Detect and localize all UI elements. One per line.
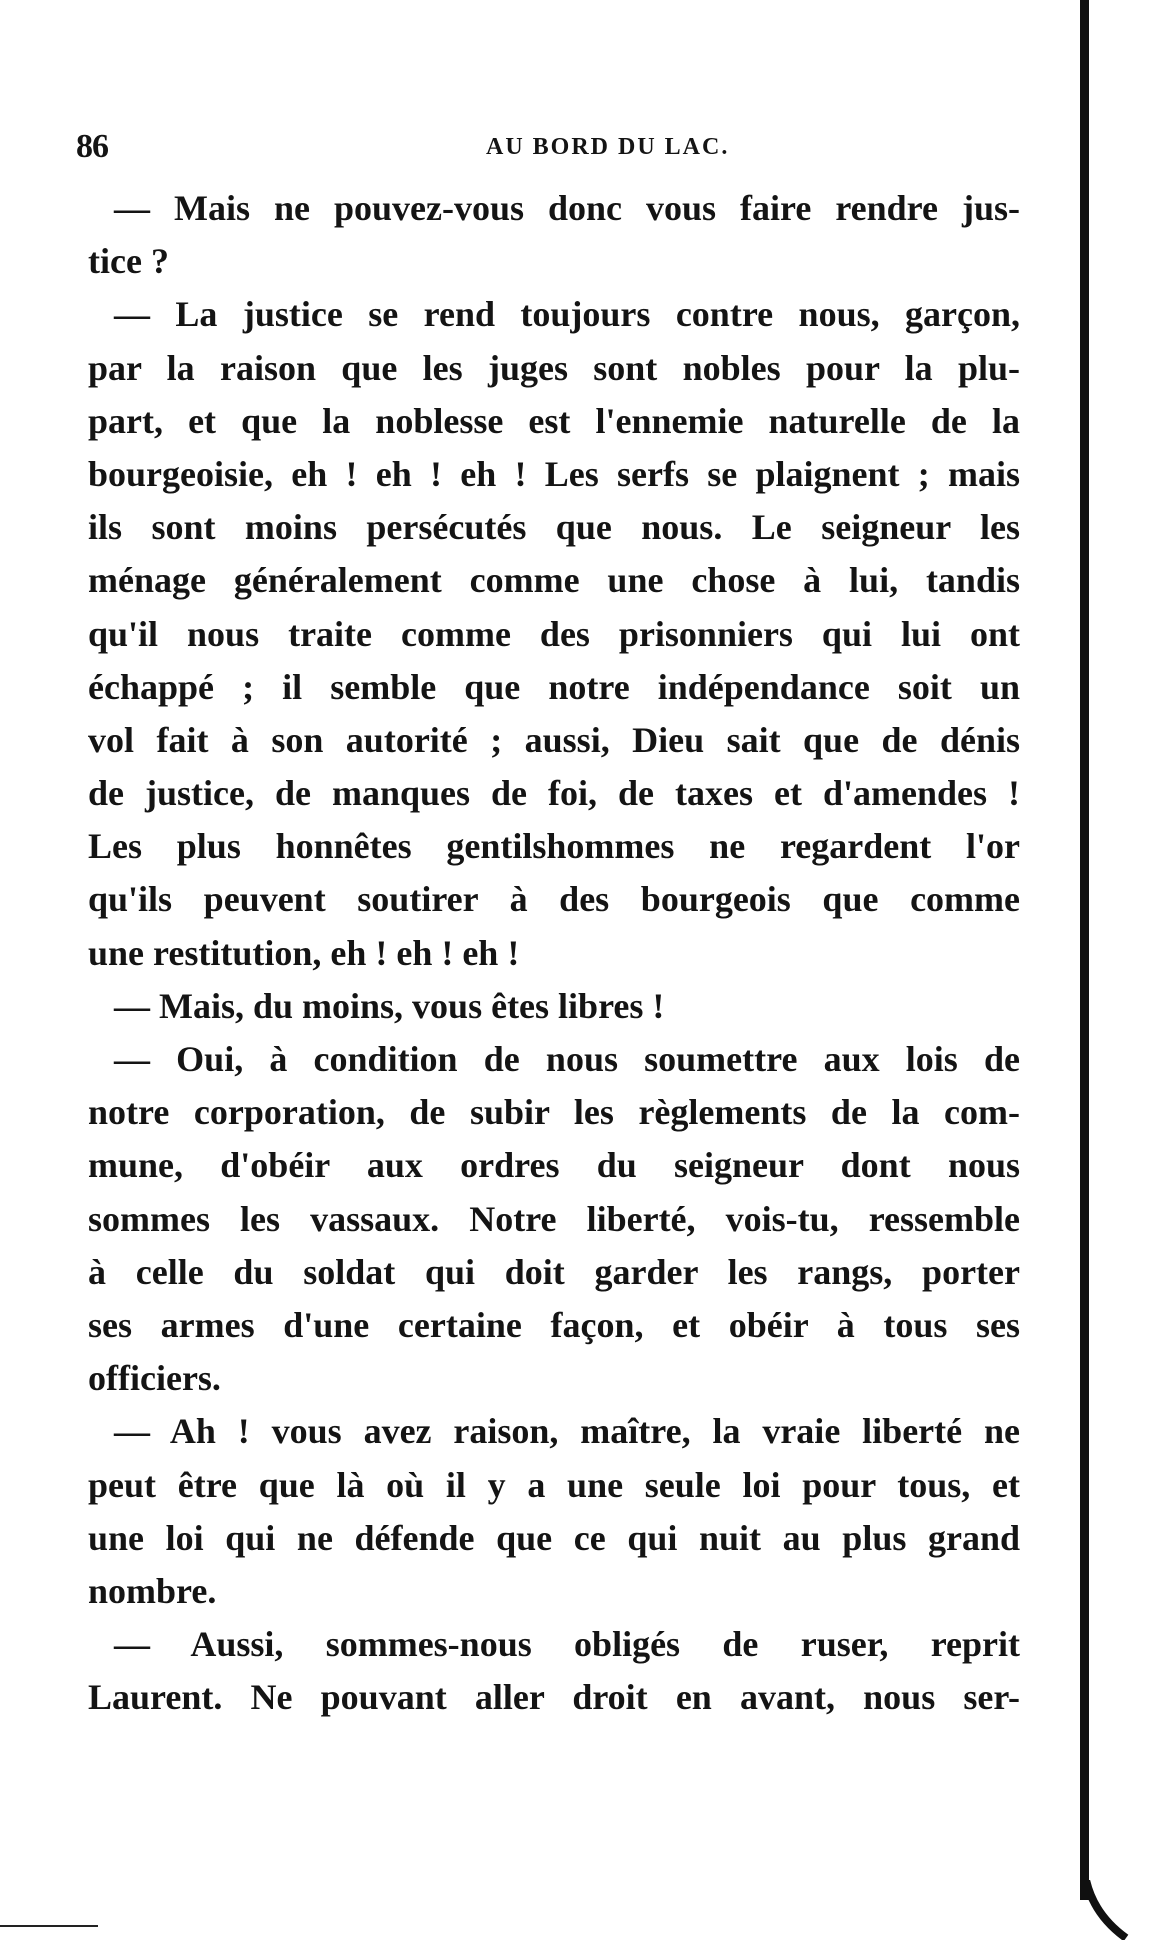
text-line: peut être que là où il y a une seule loi pour tous, et: [88, 1464, 1020, 1505]
text-line: ses armes d'une certaine façon, et obéir à tous ses: [88, 1304, 1020, 1345]
page-header: [76, 128, 1036, 168]
text-line: — Oui, à condition de nous soumettre aux lois de: [114, 1039, 1020, 1079]
running-title: AU BORD DU LAC.: [486, 134, 730, 160]
page-edge-curve: [1086, 1880, 1146, 1940]
text-line: — Aussi, sommes-nous obligés de ruser, reprit: [114, 1624, 1020, 1665]
text-line: Laurent. Ne pouvant aller droit en avant, nous ser-: [88, 1677, 1020, 1718]
text-line: mune, d'obéir aux ordres du seigneur dont nous: [88, 1145, 1020, 1186]
page-edge-rule: [1080, 0, 1089, 1900]
text-line: à celle du soldat qui doit garder les rangs, porter: [88, 1251, 1020, 1292]
text-line: une loi qui ne défende que ce qui nuit au plus grand: [88, 1517, 1020, 1558]
text-line: ménage généralement comme une chose à lui, tandis: [88, 560, 1020, 601]
text-line: — Ah ! vous avez raison, maître, la vraie liberté ne: [114, 1411, 1020, 1452]
text-line: — Mais ne pouvez-vous donc vous faire rendre jus-: [114, 188, 1020, 228]
text-line: bourgeoisie, eh ! eh ! eh ! Les serfs se plaignent ; mais: [88, 453, 1020, 494]
bottom-rule: [0, 1925, 98, 1927]
text-line: tice ?: [88, 241, 169, 282]
text-line: qu'ils peuvent soutirer à des bourgeois que comme: [88, 879, 1020, 920]
text-line: — La justice se rend toujours contre nous, garçon,: [114, 294, 1020, 335]
text-line: vol fait à son autorité ; aussi, Dieu sait que de dénis: [88, 719, 1020, 760]
text-line: par la raison que les juges sont nobles pour la plu-: [88, 347, 1020, 388]
text-line: de justice, de manques de foi, de taxes et d'amendes !: [88, 773, 1020, 814]
page-number: 86: [76, 128, 108, 165]
text-line: qu'il nous traite comme des prisonniers qui lui ont: [88, 613, 1020, 654]
text-line: une restitution, eh ! eh ! eh !: [88, 932, 520, 973]
text-line: officiers.: [88, 1358, 221, 1399]
text-line: ils sont moins persécutés que nous. Le seigneur les: [88, 507, 1020, 548]
text-line: — Mais, du moins, vous êtes libres !: [114, 985, 665, 1026]
text-line: notre corporation, de subir les règlements de la com-: [88, 1092, 1020, 1133]
text-line: nombre.: [88, 1570, 217, 1611]
text-line: sommes les vassaux. Notre liberté, vois-tu, ressemble: [88, 1198, 1020, 1239]
text-line: part, et que la noblesse est l'ennemie naturelle de la: [88, 400, 1020, 441]
text-line: Les plus honnêtes gentilshommes ne regardent l'or: [88, 826, 1020, 867]
body-text: [88, 182, 1020, 1724]
text-line: échappé ; il semble que notre indépendance soit un: [88, 666, 1020, 707]
